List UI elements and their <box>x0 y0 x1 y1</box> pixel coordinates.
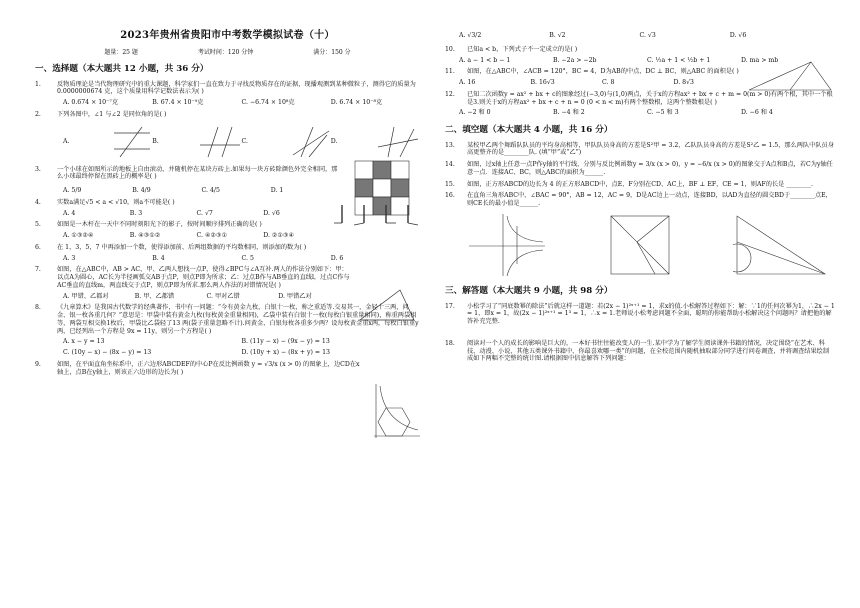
question-number: 4. <box>35 198 41 206</box>
question-text: 一个小球在如图所示的地板上自由滚动，并随机停在某块方砖上.如果每一块方砖除颜色外完全相同，那么小球最终停留在黑砖上的概率是( ) <box>57 165 338 181</box>
angle-figure-b <box>198 125 242 159</box>
options <box>63 122 420 162</box>
figures-row <box>467 212 829 278</box>
option-a[interactable]: A. −2 和 0 <box>459 109 491 117</box>
option-c[interactable]: C. 甲对乙错 <box>206 292 240 300</box>
option-c[interactable]: C. 8 <box>602 79 615 86</box>
option-a[interactable]: A. 4 <box>63 209 76 217</box>
option-b[interactable]: B. ④③①② <box>129 232 161 240</box>
option-a[interactable]: A. <box>63 125 152 159</box>
option-b[interactable]: B. 4/9 <box>132 187 151 195</box>
question-number: 15. <box>445 180 455 188</box>
question-number: 9. <box>35 360 41 368</box>
option-b[interactable]: B. 甲、乙都错 <box>134 292 175 300</box>
question-number: 7. <box>35 266 41 274</box>
option-c[interactable]: C. 5 <box>241 254 254 262</box>
question-text: 下列各图中，∠1 与∠2 是同位角的是( ) <box>57 110 167 118</box>
option-c[interactable]: C. √3 <box>639 32 656 39</box>
question-text: 反物质理论是当代物理研究中的重大课题，科学家们一直在致力于寻找反物质存在的证据，现播观测到某种微粒子，测得它的质量为 0.0000000674 克，这个质量用科学记数法表示为( ) <box>57 80 416 96</box>
option-d[interactable]: D. √6 <box>263 209 280 217</box>
question-11 <box>445 68 835 87</box>
angle-figure-a <box>112 125 152 159</box>
question-1 <box>35 81 420 107</box>
option-d[interactable]: D. ma > mb <box>741 56 779 64</box>
options <box>63 187 340 195</box>
section-heading-choice: 一、选择题（本大题共 12 小题，共 36 分） <box>35 64 209 74</box>
option-d[interactable]: D. (10y + x) − (8x + y) = 13 <box>241 349 330 357</box>
reciprocal-graph-figure <box>467 212 547 278</box>
page-title: 2023年贵州省贵阳市中考数学模拟试卷（十） <box>120 30 335 41</box>
question-17 <box>445 303 835 326</box>
option-a[interactable]: A. √3/2 <box>459 32 482 39</box>
option-b[interactable]: B. −4 和 2 <box>553 109 585 117</box>
option-a[interactable]: A. a − 1 < b − 1 <box>459 56 511 64</box>
question-number: 2. <box>35 110 41 118</box>
options <box>63 99 420 107</box>
option-c[interactable]: C. <box>242 125 331 159</box>
option-a[interactable]: A. 3 <box>63 254 76 262</box>
question-18 <box>445 340 835 363</box>
option-c[interactable]: C. ④②③① <box>196 232 228 240</box>
exam-meta <box>35 49 420 57</box>
question-text: 已知二次函数y = ax² + bx + c的图象经过(−3,0)与(1,0)两点，关于x的方程ax² + bx + c + m = 0(m > 0)有两个根，其中一个根是3.则关于x的方程ax² + bx + c + n = 0 (0 < n < m)有两个整数根，这两个整数根是( ) <box>467 90 833 106</box>
question-text: 如图，过x轴上任意一点P作y轴的平行线，分别与反比例函数y = 3/x (x > 0)，y = −6/x (x > 0)的图象交于A点和B点，若C为y轴任意一点．连接AC、BC，则△ABC的面积为______. <box>467 161 833 176</box>
option-a[interactable]: A. 甲错、乙都对 <box>63 292 109 300</box>
options-row-1 <box>63 338 420 346</box>
meta-questions: 题量：25 题 <box>104 48 138 56</box>
option-b[interactable]: B. 3 <box>129 209 143 217</box>
square-abcd-figure <box>607 212 673 278</box>
option-d[interactable]: D. −6 和 4 <box>741 109 773 117</box>
option-c[interactable]: C. (10y − x) − (8x − y) = 13 <box>63 349 152 357</box>
question-number: 3. <box>35 165 41 173</box>
triangle-acb-figure <box>745 58 835 94</box>
question-text: 《九章算术》是我国古代数学的经典著作，书中有一问题：“今有黄金九枚，白银十一枚，称之重适等.交易其一，金轻十三两，问金、银一枚各重几何？”意思是：甲袋中装有黄金九枚(每枚黄金重量相同)，乙袋中装有白银十一枚(每枚白银重量相同)，称重两袋相等，两袋互相交换1枚后，甲袋比乙袋轻了13 两(袋子重量忽略不计).问黄金、白银每枚各重多少两？设每枚黄金重x两，每枚白银重y两，已经列出一个方程是 9x = 11y，则另一个方程是( ) <box>57 304 419 335</box>
right-triangle-circle-figure <box>733 212 829 278</box>
option-c[interactable]: C. ½a + 1 < ½b + 1 <box>647 56 711 64</box>
options <box>63 232 330 240</box>
option-c[interactable]: C. 4/5 <box>201 187 220 195</box>
question-text: 如图，正方形ABCD的边长为 4 的正方形ABCD中，点E、F分别在CD、AC上，BF ⊥ EF，CE = 1，则AF的长是 ________. <box>467 180 814 188</box>
option-a[interactable]: A. 5/9 <box>63 187 82 195</box>
question-number: 5. <box>35 221 41 229</box>
question-number: 17. <box>445 302 455 310</box>
options <box>63 210 330 218</box>
question-number: 16. <box>445 192 455 200</box>
question-2 <box>35 111 420 162</box>
option-a[interactable]: A. x − y = 13 <box>63 338 105 346</box>
options <box>63 293 350 301</box>
question-9-options <box>459 32 835 40</box>
question-text: 在 1，3，5，7 中再添加一个数，使得添加前、后两组数据的平均数相同，则添加的数为( ) <box>57 243 307 251</box>
question-text: 实数a满足√5 < a < √10，则a不可能是( ) <box>57 198 175 206</box>
question-9 <box>35 361 420 377</box>
option-a[interactable]: A. ①③②④ <box>63 232 94 240</box>
option-c[interactable]: C. −6.74 × 10⁸克 <box>241 99 295 107</box>
angle-figure-c <box>291 125 331 159</box>
hexagon-graph-figure <box>368 382 420 440</box>
section-heading-answer: 三、解答题（本大题共 9 小题，共 98 分） <box>445 285 613 296</box>
question-text: 已知a < b，下列式子不一定成立的是( ) <box>467 45 578 53</box>
question-text: 如图，在△ABC中，∠ACB = 120°，BC = 4，D为AB的中点，DC ⊥ BC，则△ABC 的面积是( ) <box>467 68 739 76</box>
question-text: 在直角三角形ABC中，∠BAC = 90°，AB = 12，AC = 9，D是AC边上一动点，连接BD，以AD为直径的圆交BD于________点E，则CE长的最小值是______. <box>467 192 832 208</box>
options <box>459 79 745 87</box>
question-number: 11. <box>445 68 455 76</box>
option-b[interactable]: B. −2a > −2b <box>553 56 597 64</box>
section-heading-fill: 二、填空题（本大题共 4 小题，共 16 分） <box>445 125 613 135</box>
option-d[interactable]: D. √6 <box>729 32 747 39</box>
options <box>63 255 420 263</box>
question-7 <box>35 266 420 300</box>
option-d[interactable]: D. 6 <box>330 254 344 262</box>
option-d[interactable]: D. 1 <box>270 187 284 195</box>
question-14 <box>445 161 835 177</box>
option-d[interactable]: D. 6.74 × 10⁻⁸克 <box>330 99 383 107</box>
option-d[interactable]: D. ②①③④ <box>263 232 295 240</box>
question-4 <box>35 199 420 218</box>
question-number: 6. <box>35 243 41 251</box>
question-12 <box>445 91 835 117</box>
question-text: 如图，在△ABC中，AB > AC，甲、乙两人想找一点P，使得∠BPC与∠A互补.两人的作法分别如下：甲：以点A为圆心，AC长为半径画弧交AB于点P，则点P即为所求；乙：过点B作与AB垂直的直线l，过点C作与AC垂直的直线m，两直线交于点P，则点P即为所求.那么两人作法的对错情况是( ) <box>57 266 350 289</box>
option-c[interactable]: C. √7 <box>196 209 213 217</box>
option-a[interactable]: A. 16 <box>459 79 476 86</box>
question-number: 8. <box>35 304 41 312</box>
question-number: 13. <box>445 141 455 149</box>
question-6 <box>35 244 420 263</box>
question-text: 阅读对一个人的成长的影响是巨大的，一本好书往往能改变人的一生.某中学为了解学生阅读课外书籍的情况，决定围绕“在艺术、科技、动漫、小说、其他五类课外书籍中，你最喜欢哪一类”的问题，在全校范围内随机抽取部分同学进行问卷调查，并将调查结果绘制成如下两幅不完整的统计图.请根据图中信息解答下列问题： <box>467 339 830 363</box>
option-b[interactable]: B. 16√3 <box>530 79 555 86</box>
option-a[interactable]: A. 0.674 × 10⁻⁷克 <box>63 99 119 107</box>
question-text: 小松学习了“同底数幂的除法”后就这样一道题：若(2x − 1)²ˣ⁺¹ = 1，求x的值.小松解答过程如下：解：∵1的任何次幂为1，∴2x − 1 = 1，即x = 1，故(2x − 1)²ˣ⁺¹ = 1³ = 1，∴x = 1.老师说小松考虑问题不全面，聪明的你能帮助小松解决这个问题吗？请把他的解答补充完整. <box>467 302 835 326</box>
question-number: 18. <box>445 339 455 347</box>
option-b[interactable]: B. <box>152 125 241 159</box>
options-row-2 <box>63 349 420 357</box>
question-number: 10. <box>445 45 455 53</box>
option-b[interactable]: B. 4 <box>152 254 165 262</box>
option-b[interactable]: B. (11y − x) − (9x − y) = 13 <box>241 338 330 346</box>
question-3 <box>35 166 420 195</box>
question-15 <box>445 181 835 189</box>
meta-score: 满分：150 分 <box>313 48 351 56</box>
question-number: 14. <box>445 161 455 169</box>
question-16 <box>445 192 835 208</box>
option-b[interactable]: B. √2 <box>549 32 566 39</box>
angle-figure-d <box>376 125 420 159</box>
left-column <box>35 0 420 608</box>
question-5 <box>35 221 420 240</box>
question-text: 如图，在平面直角坐标系中，正六边形ABCDEF的中心P在反比例函数 y = √3/x (x > 0) 的图象上，边CD在x轴上，点B在y轴上，则该正六边形的边长为( ) <box>57 360 360 376</box>
question-text: 某校甲乙两个舞蹈队队员的平均身高相等，甲队队员身高的方差是S²甲 = 3.2，乙队队员身高的方差是S²乙 = 1.5，那么两队中队员身高更整齐的是________队. (填“甲”或“乙”) <box>467 141 834 157</box>
right-column <box>445 0 835 608</box>
option-b[interactable]: B. 67.4 × 10⁻⁹克 <box>152 99 204 107</box>
meta-time: 考试时间：120 分钟 <box>197 48 254 56</box>
question-text: 如图是一木杆在一天中不同时刻阳光下的影子，按时间顺序排列正确的是( ) <box>57 221 262 229</box>
option-d[interactable]: D. <box>331 125 420 159</box>
question-13 <box>445 142 835 158</box>
question-number: 12. <box>445 90 455 98</box>
question-8 <box>35 304 420 357</box>
option-c[interactable]: C. −5 和 3 <box>647 109 679 117</box>
option-d[interactable]: D. 8√3 <box>673 79 694 86</box>
question-number: 1. <box>35 80 41 88</box>
options <box>459 109 835 117</box>
option-d[interactable]: D. 甲错乙对 <box>278 292 312 300</box>
